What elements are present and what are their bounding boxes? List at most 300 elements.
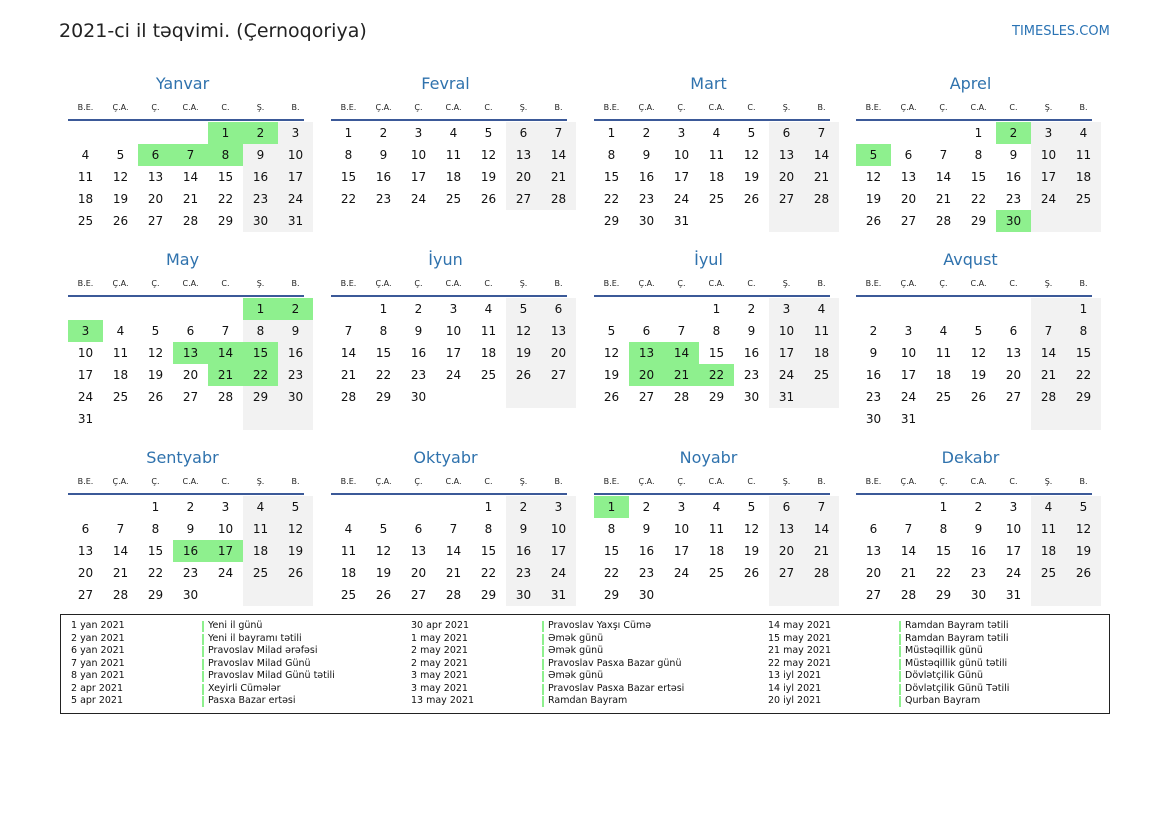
day-cell: 14 [541,144,576,166]
day-cell: 9 [747,324,756,338]
day-cell: 4 [804,298,839,320]
holiday-date: 14 may 2021 [768,620,832,631]
weekday-label: C.A. [708,103,725,112]
day-cell: 16 [865,368,882,382]
holiday-day-cell: 2 [996,122,1031,144]
weekday-label: C. [1009,477,1018,486]
day-cell: 8 [607,522,616,536]
holiday-marker [542,684,544,695]
day-cell: 19 [375,566,392,580]
day-cell: 4 [939,324,948,338]
day-cell: 25 [340,588,357,602]
day-cell: 17 [673,170,690,184]
day-cell: 25 [804,364,839,386]
day-cell: 15 [970,170,987,184]
day-cell: 10 [769,320,804,342]
day-cell: 5 [484,126,493,140]
holiday-list [60,614,1110,714]
day-cell: 28 [1031,386,1066,408]
header-rule [68,119,304,121]
day-cell: 31 [278,210,313,232]
day-cell: 24 [445,368,462,382]
day-cell: 9 [379,148,388,162]
day-cell: 26 [743,566,760,580]
day-cell: 27 [1005,390,1022,404]
day-cell: 3 [278,122,313,144]
weekday-label: Ş. [256,103,265,112]
day-cell: 8 [243,320,278,342]
day-cell: 17 [900,368,917,382]
day-cell: 4 [712,126,721,140]
weekday-label: B. [291,279,300,288]
day-cell: 28 [804,562,839,584]
weekday-label: B. [291,103,300,112]
day-cell: 17 [769,342,804,364]
day-cell: 15 [1066,342,1101,364]
weekday-label: B. [291,477,300,486]
day-cell: 11 [77,170,94,184]
holiday-name: Pravoslav Pasxa Bazar ertəsi [548,682,685,694]
day-cell: 22 [480,566,497,580]
day-cell: 16 [638,170,655,184]
day-cell: 21 [541,166,576,188]
holiday-marker [202,659,204,670]
holiday-name: Müstəqillik günü tətili [905,657,1008,669]
day-cell: 27 [506,188,541,210]
weekend-blank [541,386,576,408]
weekday-header [68,103,304,119]
weekday-label: C.A. [445,103,462,112]
day-cell: 9 [642,522,651,536]
weekend-blank [243,408,278,430]
day-cell: 9 [506,518,541,540]
day-cell: 2 [642,126,651,140]
day-cell: 11 [112,346,129,360]
day-cell: 10 [410,148,427,162]
day-cell: 23 [1005,192,1022,206]
holiday-day-cell: 3 [68,320,103,342]
day-cell: 1 [1066,298,1101,320]
day-cell: 16 [375,170,392,184]
weekday-label: C. [1009,103,1018,112]
day-cell: 12 [112,170,129,184]
day-cell: 13 [410,544,427,558]
day-cell: 19 [743,170,760,184]
day-cell: 19 [1066,540,1101,562]
day-cell: 28 [217,390,234,404]
day-cell: 23 [743,368,760,382]
weekday-label: B.E. [603,477,620,486]
day-cell: 9 [186,522,195,536]
month-name: Noyabr [679,448,738,467]
day-cell: 20 [865,566,882,580]
weekday-label: Ş. [519,279,528,288]
holiday-day-cell: 22 [699,364,734,386]
day-cell: 25 [77,214,94,228]
day-cell: 7 [939,148,948,162]
weekday-label: C.A. [708,477,725,486]
day-cell: 31 [769,386,804,408]
day-cell: 1 [712,302,721,316]
day-cell: 11 [708,148,725,162]
day-cell: 14 [900,544,917,558]
day-cell: 10 [217,522,234,536]
weekend-blank [1066,584,1101,606]
weekend-blank [506,386,541,408]
holiday-name: Əmək günü [548,632,604,644]
day-cell: 2 [642,500,651,514]
day-cell: 26 [480,192,497,206]
holiday-day-cell: 21 [208,364,243,386]
day-cell: 6 [541,298,576,320]
holiday-date: 7 yan 2021 [71,657,125,669]
holiday-date: 30 apr 2021 [411,620,470,631]
weekend-blank [804,584,839,606]
day-cell: 5 [506,298,541,320]
day-cell: 12 [1066,518,1101,540]
day-cell: 8 [1066,320,1101,342]
weekday-label: Ç. [414,103,423,112]
day-cell: 4 [484,302,493,316]
day-cell: 20 [1005,368,1022,382]
day-cell: 6 [642,324,651,338]
month-name: İyun [428,250,463,269]
day-cell: 18 [1031,540,1066,562]
day-cell: 30 [970,588,987,602]
header-rule [331,493,567,495]
day-cell: 26 [375,588,392,602]
month-name: İyul [694,250,723,269]
header-rule [331,295,567,297]
weekday-label: Ş. [519,103,528,112]
day-cell: 25 [708,192,725,206]
day-cell: 7 [449,522,458,536]
day-cell: 17 [445,346,462,360]
day-cell: 20 [182,368,199,382]
day-cell: 8 [379,324,388,338]
day-cell: 21 [1031,364,1066,386]
day-cell: 19 [147,368,164,382]
site-link[interactable]: TIMESLES.COM [1012,24,1110,39]
day-cell: 9 [243,144,278,166]
holiday-date: 3 may 2021 [411,670,468,681]
day-cell: 10 [1031,144,1066,166]
day-cell: 13 [541,320,576,342]
day-cell: 30 [278,386,313,408]
weekend-blank [243,584,278,606]
weekday-label: B.E. [340,103,357,112]
holiday-name: Ramdan Bayram [548,695,628,706]
day-cell: 8 [712,324,721,338]
weekday-label: C. [747,103,756,112]
weekday-label: C. [484,279,493,288]
day-cell: 14 [182,170,199,184]
day-cell: 10 [445,324,462,338]
weekend-blank [804,210,839,232]
day-cell: 13 [900,170,917,184]
day-cell: 26 [112,214,129,228]
day-cell: 20 [77,566,94,580]
day-cell: 15 [603,170,620,184]
day-cell: 26 [970,390,987,404]
day-cell: 3 [677,126,686,140]
day-cell: 10 [77,346,94,360]
day-cell: 2 [379,126,388,140]
day-cell: 22 [603,566,620,580]
holiday-date: 14 iyl 2021 [768,682,822,694]
weekday-label: Ç.A. [112,103,129,112]
day-cell: 17 [278,166,313,188]
weekday-label: Ş. [782,103,791,112]
weekday-label: C.A. [182,103,199,112]
day-cell: 23 [410,368,427,382]
day-cell: 15 [217,170,234,184]
day-cell: 24 [900,390,917,404]
day-cell: 27 [182,390,199,404]
holiday-name: Pasxa Bazar ertəsi [208,695,296,706]
day-cell: 5 [747,126,756,140]
day-cell: 11 [1066,144,1101,166]
day-cell: 26 [743,192,760,206]
weekday-label: Ç.A. [638,477,655,486]
weekday-label: C. [747,477,756,486]
day-cell: 26 [147,390,164,404]
holiday-day-cell: 17 [208,540,243,562]
weekday-label: C.A. [970,279,987,288]
day-cell: 18 [1066,166,1101,188]
day-cell: 13 [77,544,94,558]
weekday-label: B.E. [865,477,882,486]
day-cell: 15 [375,346,392,360]
weekday-label: Ç.A. [638,103,655,112]
weekday-label: Ş. [782,477,791,486]
weekday-label: Ç.A. [375,477,392,486]
day-cell: 18 [935,368,952,382]
holiday-day-cell: 1 [243,298,278,320]
day-cell: 12 [970,346,987,360]
holiday-date: 2 yan 2021 [71,632,125,644]
day-cell: 23 [243,188,278,210]
holiday-day-cell: 1 [208,122,243,144]
day-cell: 19 [970,368,987,382]
day-cell: 17 [410,170,427,184]
holiday-name: Pravoslav Milad ərəfəsi [208,645,318,656]
day-cell: 31 [900,412,917,426]
day-cell: 28 [112,588,129,602]
day-cell: 20 [147,192,164,206]
day-cell: 24 [410,192,427,206]
day-cell: 11 [243,518,278,540]
day-cell: 26 [1066,562,1101,584]
day-cell: 9 [869,346,878,360]
header-rule [856,493,1092,495]
day-cell: 28 [182,214,199,228]
weekday-label: Ç. [677,103,686,112]
weekday-label: Ş. [256,279,265,288]
day-cell: 27 [147,214,164,228]
day-cell: 6 [769,122,804,144]
day-cell: 11 [935,346,952,360]
day-cell: 8 [607,148,616,162]
weekday-label: Ç. [939,477,948,486]
day-cell: 21 [340,368,357,382]
day-cell: 29 [243,386,278,408]
day-cell: 11 [445,148,462,162]
weekday-label: Ş. [256,477,265,486]
day-cell: 7 [1031,320,1066,342]
day-cell: 14 [935,170,952,184]
weekday-label: Ş. [1044,103,1053,112]
weekday-label: B. [1079,279,1088,288]
day-cell: 5 [974,324,983,338]
day-cell: 24 [1031,188,1066,210]
month-name: Avqust [943,250,998,269]
day-cell: 21 [804,540,839,562]
holiday-name: Pravoslav Yaxşı Cümə [548,620,652,631]
day-cell: 22 [147,566,164,580]
weekday-label: C. [221,103,230,112]
day-cell: 30 [410,390,427,404]
day-cell: 20 [769,166,804,188]
day-cell: 18 [243,540,278,562]
day-cell: 30 [638,588,655,602]
day-cell: 11 [1031,518,1066,540]
holiday-date: 13 may 2021 [411,695,475,706]
day-cell: 16 [506,540,541,562]
weekday-label: C.A. [445,477,462,486]
day-cell: 15 [708,346,725,360]
holiday-name: Pravoslav Milad Günü tətili [208,670,335,681]
day-cell: 28 [445,588,462,602]
day-cell: 10 [900,346,917,360]
holiday-date: 2 may 2021 [411,645,468,656]
day-cell: 26 [506,364,541,386]
weekday-label: B. [1079,477,1088,486]
weekday-label: B. [1079,103,1088,112]
weekday-label: B.E. [865,279,882,288]
holiday-name: Qurban Bayram [905,695,981,706]
weekday-label: C. [747,279,756,288]
holiday-name: Pravoslav Milad Günü [208,657,311,669]
holiday-day-cell: 13 [629,342,664,364]
holiday-day-cell: 7 [173,144,208,166]
day-cell: 21 [900,566,917,580]
day-cell: 5 [1066,496,1101,518]
day-cell: 14 [804,518,839,540]
day-cell: 21 [445,566,462,580]
holiday-day-cell: 15 [243,342,278,364]
day-cell: 21 [935,192,952,206]
day-cell: 17 [1031,166,1066,188]
day-cell: 2 [974,500,983,514]
day-cell: 25 [112,390,129,404]
day-cell: 19 [480,170,497,184]
weekday-header [331,103,567,119]
day-cell: 14 [445,544,462,558]
day-cell: 23 [506,562,541,584]
day-cell: 21 [112,566,129,580]
day-cell: 7 [116,522,125,536]
weekend-blank [1066,408,1101,430]
header-rule [594,119,830,121]
holiday-day-cell: 16 [173,540,208,562]
day-cell: 18 [445,170,462,184]
holiday-marker [202,671,204,682]
month-name: Oktyabr [413,448,478,467]
holiday-marker [202,621,204,632]
day-cell: 4 [116,324,125,338]
weekday-header [856,279,1092,295]
day-cell: 14 [112,544,129,558]
holiday-marker [899,646,901,657]
day-cell: 14 [804,144,839,166]
day-cell: 1 [344,126,353,140]
day-cell: 31 [77,412,94,426]
header-rule [68,295,304,297]
weekday-label: Ç.A. [900,477,917,486]
day-cell: 23 [375,192,392,206]
day-cell: 30 [638,214,655,228]
holiday-marker [899,684,901,695]
day-cell: 6 [186,324,195,338]
weekday-label: C. [484,103,493,112]
weekday-label: B. [817,279,826,288]
day-cell: 20 [506,166,541,188]
weekday-label: Ç.A. [375,103,392,112]
weekday-header [331,477,567,493]
day-cell: 9 [974,522,983,536]
holiday-date: 8 yan 2021 [71,670,125,681]
holiday-day-cell: 2 [243,122,278,144]
day-cell: 27 [769,562,804,584]
day-cell: 5 [278,496,313,518]
holiday-marker [899,696,901,707]
month-name: Dekabr [941,448,1000,467]
weekday-label: Ç.A. [900,103,917,112]
holiday-day-cell: 6 [138,144,173,166]
day-cell: 12 [278,518,313,540]
holiday-day-cell: 20 [629,364,664,386]
weekday-label: C.A. [182,279,199,288]
holiday-marker [542,646,544,657]
weekday-label: C. [221,279,230,288]
holiday-marker [202,696,204,707]
day-cell: 5 [151,324,160,338]
day-cell: 23 [638,566,655,580]
holiday-date: 6 yan 2021 [71,645,125,656]
weekday-label: Ç. [414,477,423,486]
weekday-label: B.E. [603,103,620,112]
day-cell: 28 [900,588,917,602]
day-cell: 8 [484,522,493,536]
holiday-name: Yeni il bayramı tətili [208,632,302,644]
weekday-label: Ç. [939,279,948,288]
day-cell: 20 [541,342,576,364]
day-cell: 4 [81,148,90,162]
day-cell: 27 [541,364,576,386]
weekday-label: C.A. [970,103,987,112]
day-cell: 2 [747,302,756,316]
day-cell: 12 [865,170,882,184]
holiday-marker [542,659,544,670]
day-cell: 16 [638,544,655,558]
holiday-name: Yeni il günü [208,620,263,631]
day-cell: 11 [340,544,357,558]
day-cell: 10 [673,522,690,536]
day-cell: 12 [743,148,760,162]
day-cell: 30 [743,390,760,404]
weekday-label: B. [554,477,563,486]
